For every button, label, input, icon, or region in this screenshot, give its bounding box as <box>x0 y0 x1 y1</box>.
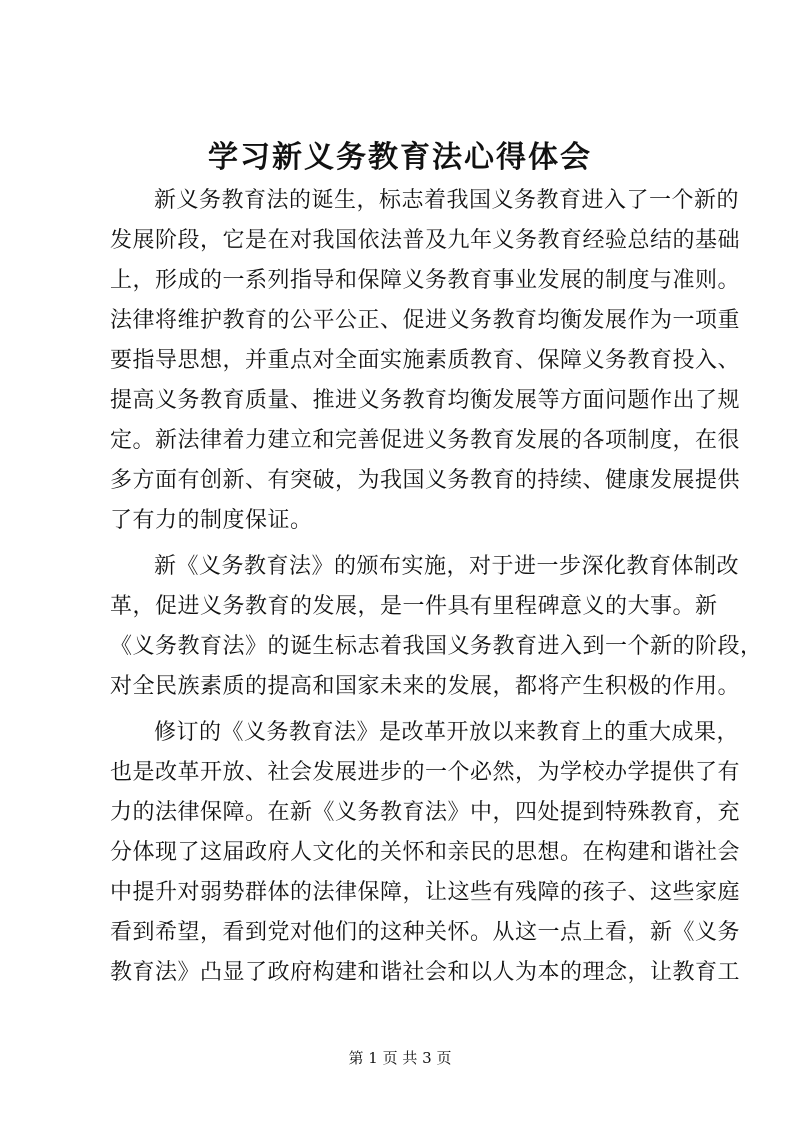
text-line: 提高义务教育质量、推进义务教育均衡发展等方面问题作出了规 <box>110 388 741 413</box>
text-line: 了有力的制度保证。 <box>110 508 313 533</box>
text-line: 力的法律保障。在新《义务教育法》中，四处提到特殊教育，充 <box>110 800 741 825</box>
text-line: 《义务教育法》的诞生标志着我国义务教育进入到一个新的阶段， <box>110 634 763 659</box>
text-line: 分体现了这届政府人文化的关怀和亲民的思想。在构建和谐社会 <box>110 840 741 865</box>
document-title: 学习新义务教育法心得体会 <box>208 140 592 175</box>
text-line: 修订的《义务教育法》是改革开放以来教育上的重大成果， <box>154 720 740 745</box>
text-line: 法律将维护教育的公平公正、促进义务教育均衡发展作为一项重 <box>110 308 741 333</box>
text-line: 发展阶段，它是在对我国依法普及九年义务教育经验总结的基础 <box>110 228 741 253</box>
paragraph-3 <box>110 713 741 993</box>
text-line: 新义务教育法的诞生，标志着我国义务教育进入了一个新的 <box>154 188 740 213</box>
paragraph-2 <box>110 547 763 707</box>
paragraph-1 <box>110 181 741 541</box>
text-line: 也是改革开放、社会发展进步的一个必然，为学校办学提供了有 <box>110 760 741 785</box>
text-line: 革，促进义务教育的发展，是一件具有里程碑意义的大事。新 <box>110 594 718 619</box>
text-line: 多方面有创新、有突破，为我国义务教育的持续、健康发展提供 <box>110 468 741 493</box>
text-line: 要指导思想，并重点对全面实施素质教育、保障义务教育投入、 <box>110 348 741 373</box>
text-line: 对全民族素质的提高和国家未来的发展，都将产生积极的作用。 <box>110 674 741 699</box>
text-line: 上，形成的一系列指导和保障义务教育事业发展的制度与准则。 <box>110 268 741 293</box>
document-body <box>110 181 763 993</box>
text-line: 定。新法律着力建立和完善促进义务教育发展的各项制度，在很 <box>110 428 741 453</box>
page-footer: 第 1 页 共 3 页 <box>348 1049 452 1067</box>
text-line: 看到希望，看到党对他们的这种关怀。从这一点上看，新《义务 <box>110 920 741 945</box>
text-line: 教育法》凸显了政府构建和谐社会和以人为本的理念，让教育工 <box>110 960 741 985</box>
text-line: 中提升对弱势群体的法律保障，让这些有残障的孩子、这些家庭 <box>110 880 741 905</box>
text-line: 新《义务教育法》的颁布实施，对于进一步深化教育体制改 <box>154 554 740 579</box>
